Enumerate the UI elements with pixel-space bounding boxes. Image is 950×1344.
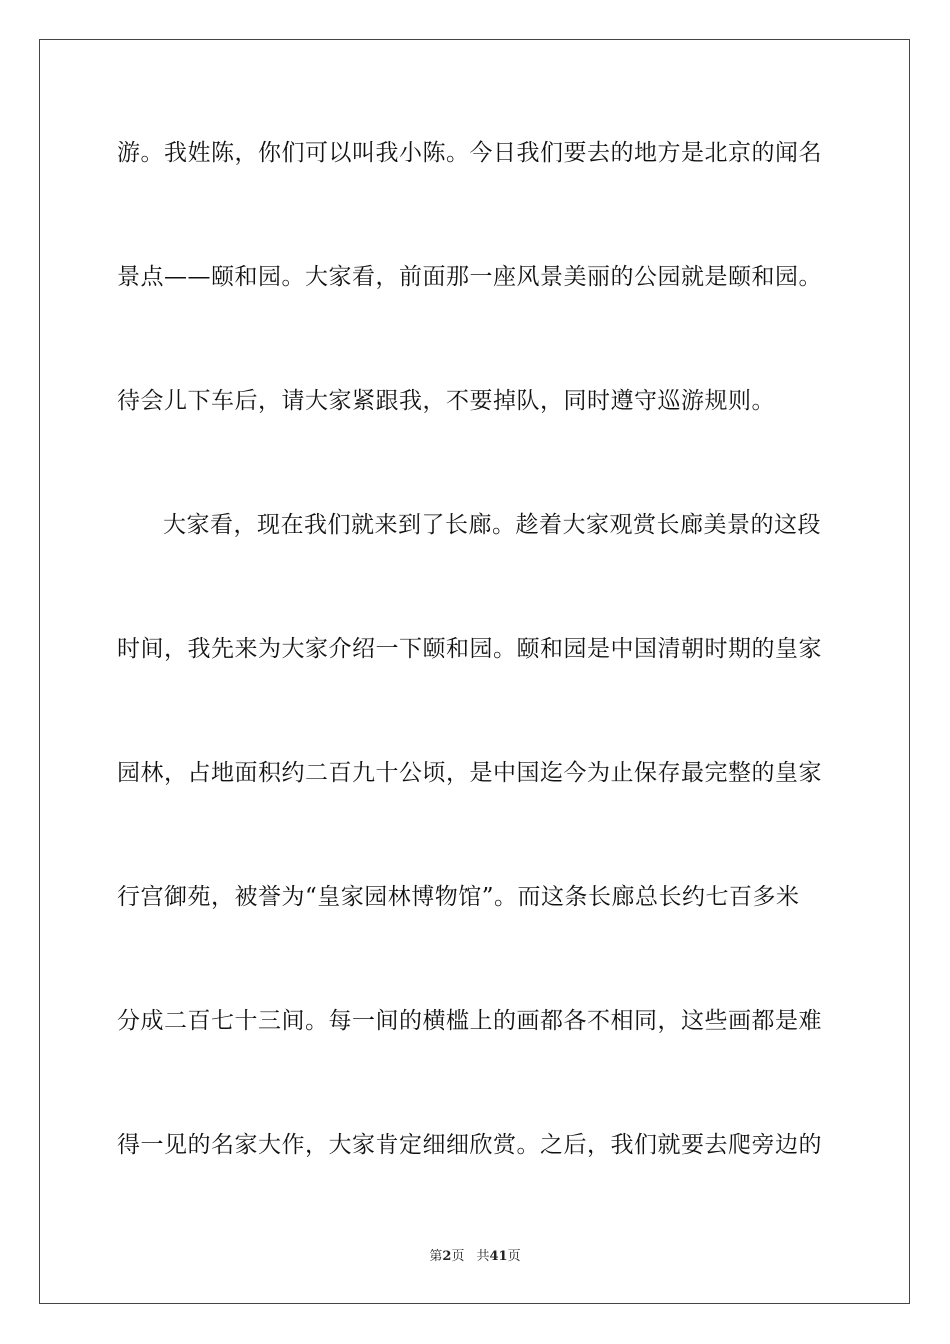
total-suffix: 页 <box>507 1249 521 1264</box>
total-pages: 41 <box>489 1249 508 1264</box>
text-line-8: 分成二百七十三间。每一间的横槛上的画都各不相同，这些画都是难 <box>117 1008 822 1034</box>
text-line-4: 大家看，现在我们就来到了长廊。趁着大家观赏长廊美景的这段 <box>163 512 821 538</box>
text-line-2: 景点——颐和园。大家看，前面那一座风景美丽的公园就是颐和园。 <box>117 264 822 290</box>
text-line-9: 得一见的名家大作，大家肯定细细欣赏。之后，我们就要去爬旁边的 <box>117 1132 822 1158</box>
text-line-5: 时间，我先来为大家介绍一下颐和园。颐和园是中国清朝时期的皇家 <box>117 636 822 662</box>
page-number: 2 <box>442 1249 452 1264</box>
page-frame <box>39 39 910 1304</box>
total-prefix: 共 <box>476 1249 490 1264</box>
page-footer <box>0 1248 950 1266</box>
text-line-1: 游。我姓陈，你们可以叫我小陈。今日我们要去的地方是北京的闻名 <box>117 140 822 166</box>
text-line-3: 待会儿下车后，请大家紧跟我，不要掉队，同时遵守巡游规则。 <box>117 388 775 414</box>
text-line-7: 行宫御苑，被誉为“皇家园林博物馆”。而这条长廊总长约七百多米 <box>117 884 800 910</box>
page-suffix: 页 <box>451 1249 465 1264</box>
text-line-6: 园林，占地面积约二百九十公顷，是中国迄今为止保存最完整的皇家 <box>117 760 822 786</box>
page-prefix: 第 <box>429 1249 443 1264</box>
